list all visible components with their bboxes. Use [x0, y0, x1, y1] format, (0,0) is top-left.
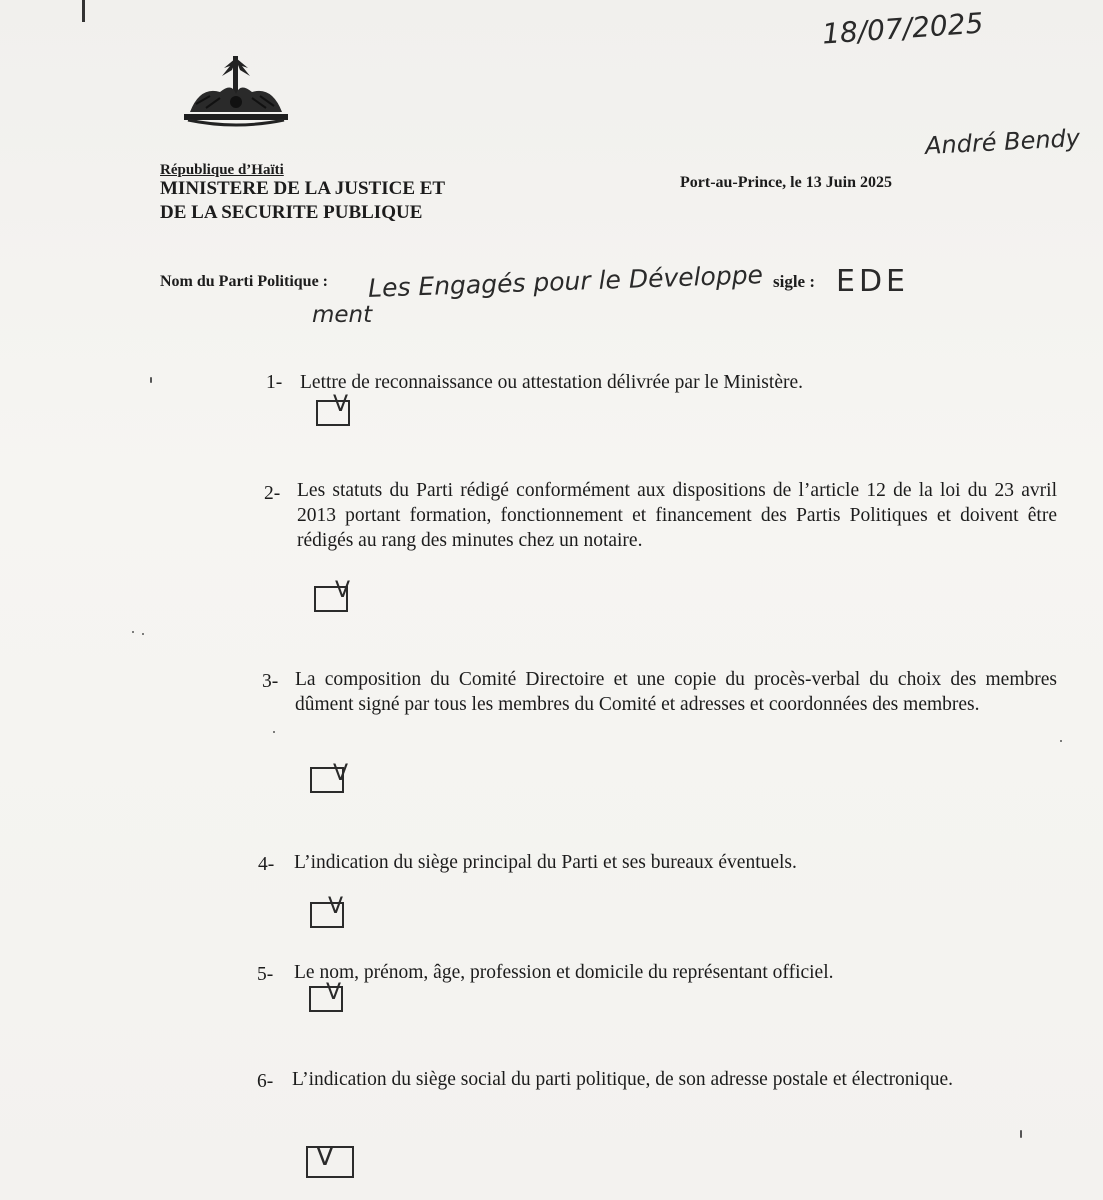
checkmark-3: V	[333, 761, 349, 786]
checkmark-2: V	[335, 578, 351, 603]
country-name: République d’Haïti	[160, 162, 284, 178]
item-text-5: Le nom, prénom, âge, profession et domicile du représentant officiel.	[294, 962, 834, 983]
ministry-line-2: DE LA SECURITE PUBLIQUE	[160, 202, 423, 223]
handwritten-signature: André Bendy	[924, 123, 1081, 161]
party-name-handwritten-continuation: ment	[312, 302, 373, 328]
paper-speck	[1020, 1130, 1022, 1138]
paper-speck	[150, 377, 152, 383]
item-number-4: 4-	[258, 854, 275, 875]
item-text-6: L’indication du siège social du parti politique, de son adresse postale et électronique.	[292, 1069, 954, 1090]
coat-of-arms-emblem	[180, 52, 292, 128]
item-number-2: 2-	[264, 483, 281, 504]
place-and-date: Port-au-Prince, le 13 Juin 2025	[680, 174, 892, 191]
item-number-3: 3-	[262, 671, 279, 692]
checkmark-6: V	[316, 1142, 334, 1172]
paper-speck	[1060, 740, 1062, 742]
handwritten-date: 18/07/2025	[821, 6, 985, 51]
paper-speck	[273, 731, 275, 733]
item-text-3: La composition du Comité Directoire et une copie du procès-verbal du choix des membres dûment signé par tous les membres du Comité et adresses et coordonnées des membres.	[295, 669, 1057, 715]
checkmark-4: V	[328, 894, 344, 919]
checkmark-1: V	[333, 392, 349, 417]
party-name-handwritten: Les Engagés pour le Développe	[367, 260, 764, 303]
ministry-line-1: MINISTERE DE LA JUSTICE ET	[160, 178, 446, 199]
item-text-1: Lettre de reconnaissance ou attestation délivrée par le Ministère.	[300, 372, 803, 393]
sigle-handwritten: EDE	[836, 264, 910, 299]
item-text-4: L’indication du siège principal du Parti et ses bureaux éventuels.	[294, 852, 797, 873]
party-name-label: Nom du Parti Politique :	[160, 273, 328, 290]
paper-speck	[142, 633, 144, 635]
sigle-label: sigle :	[773, 272, 816, 291]
item-number-6: 6-	[257, 1071, 274, 1092]
paper-speck	[132, 631, 134, 633]
pen-mark	[82, 0, 85, 22]
checkmark-5: V	[326, 980, 342, 1005]
item-text-2: Les statuts du Parti rédigé conformément aux dispositions de l’article 12 de la loi du 23 avril 2013 portant formation, fonctionnement et financement des Partis Politiques et doivent être rédigés au rang des minutes chez un notaire.	[297, 480, 1057, 551]
item-number-1: 1-	[266, 372, 283, 393]
item-number-5: 5-	[257, 964, 274, 985]
